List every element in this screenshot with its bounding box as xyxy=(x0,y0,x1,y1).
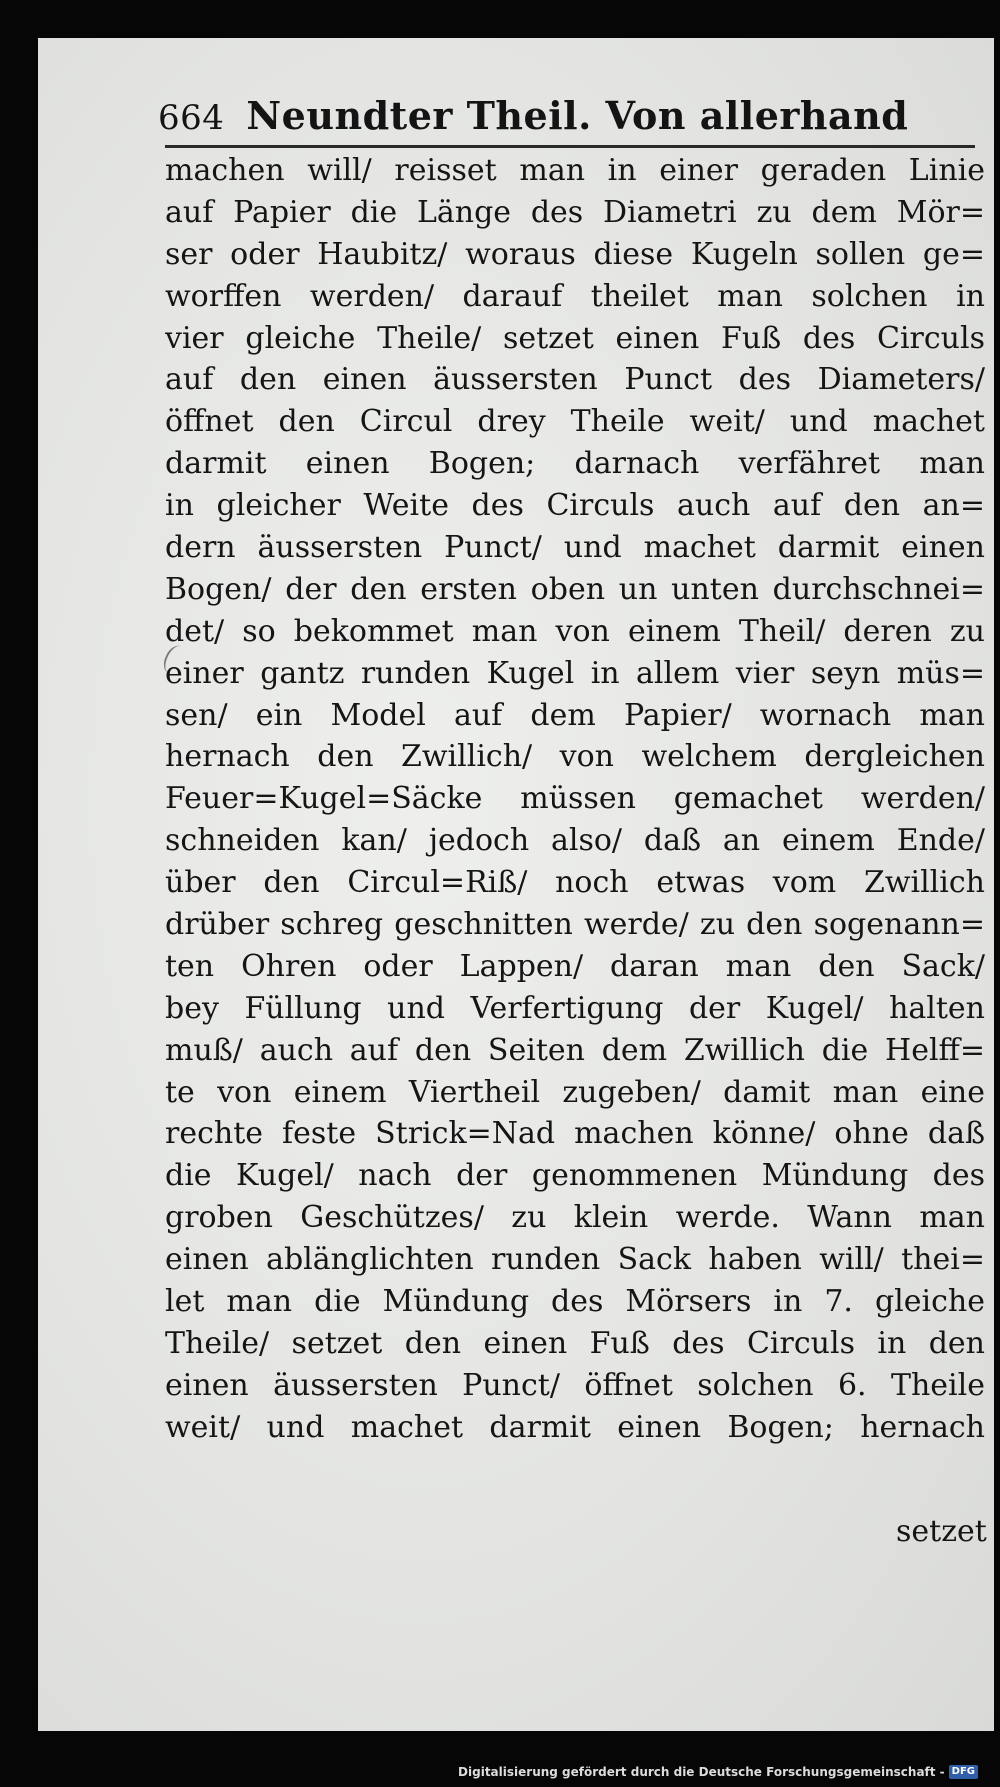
running-title: Neundter Theil. Von allerhand xyxy=(246,93,909,138)
digitization-credit xyxy=(458,1765,978,1780)
text-line: in gleicher Weite des Circuls auch auf den an= xyxy=(165,488,985,524)
text-line: öffnet den Circul drey Theile weit/ und machet xyxy=(165,404,985,440)
text-line: Feuer=Kugel=Säcke müssen gemachet werden/ xyxy=(165,781,985,817)
text-line: te von einem Viertheil zugeben/ damit man eine xyxy=(165,1074,985,1110)
text-line: schneiden kan/ jedoch also/ daß an einem Ende/ xyxy=(165,823,985,859)
text-line: Theile/ setzet den einen Fuß des Circuls in den xyxy=(165,1325,985,1361)
text-line: dern äussersten Punct/ und machet darmit einen xyxy=(165,530,985,566)
text-line: sen/ ein Model auf dem Papier/ wornach man xyxy=(165,697,985,733)
text-line: ser oder Haubitz/ woraus diese Kugeln sollen ge= xyxy=(165,236,985,272)
text-line: die Kugel/ nach der genommenen Mündung des xyxy=(165,1158,985,1194)
header-rule xyxy=(165,145,975,148)
text-line: hernach den Zwillich/ von welchem dergleichen xyxy=(165,739,985,775)
text-line: muß/ auch auf den Seiten dem Zwillich die Helff= xyxy=(165,1032,985,1068)
text-line: darmit einen Bogen; darnach verfähret man xyxy=(165,446,985,482)
text-line: auf Papier die Länge des Diametri zu dem Mör= xyxy=(165,194,985,230)
text-line: vier gleiche Theile/ setzet einen Fuß des Circuls xyxy=(165,320,985,356)
text-line: worffen werden/ darauf theilet man solchen in xyxy=(165,278,985,314)
dfg-logo: DFG xyxy=(949,1765,978,1779)
text-line: machen will/ reisset man in einer geraden Linie xyxy=(165,153,985,188)
text-line: auf den einen äussersten Punct des Diameters/ xyxy=(165,362,985,398)
running-head xyxy=(158,93,938,149)
credit-text: Digitalisierung gefördert durch die Deutsche Forschungsgemeinschaft - xyxy=(458,1764,945,1779)
text-line: drüber schreg geschnitten werde/ zu den sogenann= xyxy=(165,907,985,943)
text-line: det/ so bekommet man von einem Theil/ deren zu xyxy=(165,613,985,649)
text-line: ten Ohren oder Lappen/ daran man den Sack/ xyxy=(165,948,985,984)
catchword: setzet xyxy=(896,1514,987,1549)
text-line: einen äussersten Punct/ öffnet solchen 6. Theile xyxy=(165,1367,985,1403)
page-number: 664 xyxy=(158,98,225,138)
text-line: rechte feste Strick=Nad machen könne/ ohne daß xyxy=(165,1116,985,1152)
text-line: einen ablänglichten runden Sack haben will/ thei= xyxy=(165,1242,985,1278)
text-line: über den Circul=Riß/ noch etwas vom Zwillich xyxy=(165,865,985,901)
text-line: groben Geschützes/ zu klein werde. Wann man xyxy=(165,1200,985,1236)
text-line: weit/ und machet darmit einen Bogen; hernach xyxy=(165,1409,985,1445)
text-line: let man die Mündung des Mörsers in 7. gleiche xyxy=(165,1284,985,1320)
body-text xyxy=(165,150,985,1449)
text-line: bey Füllung und Verfertigung der Kugel/ halten xyxy=(165,990,985,1026)
text-line: Bogen/ der den ersten oben un unten durchschnei= xyxy=(165,571,985,607)
text-line: einer gantz runden Kugel in allem vier seyn müs= xyxy=(165,655,985,691)
